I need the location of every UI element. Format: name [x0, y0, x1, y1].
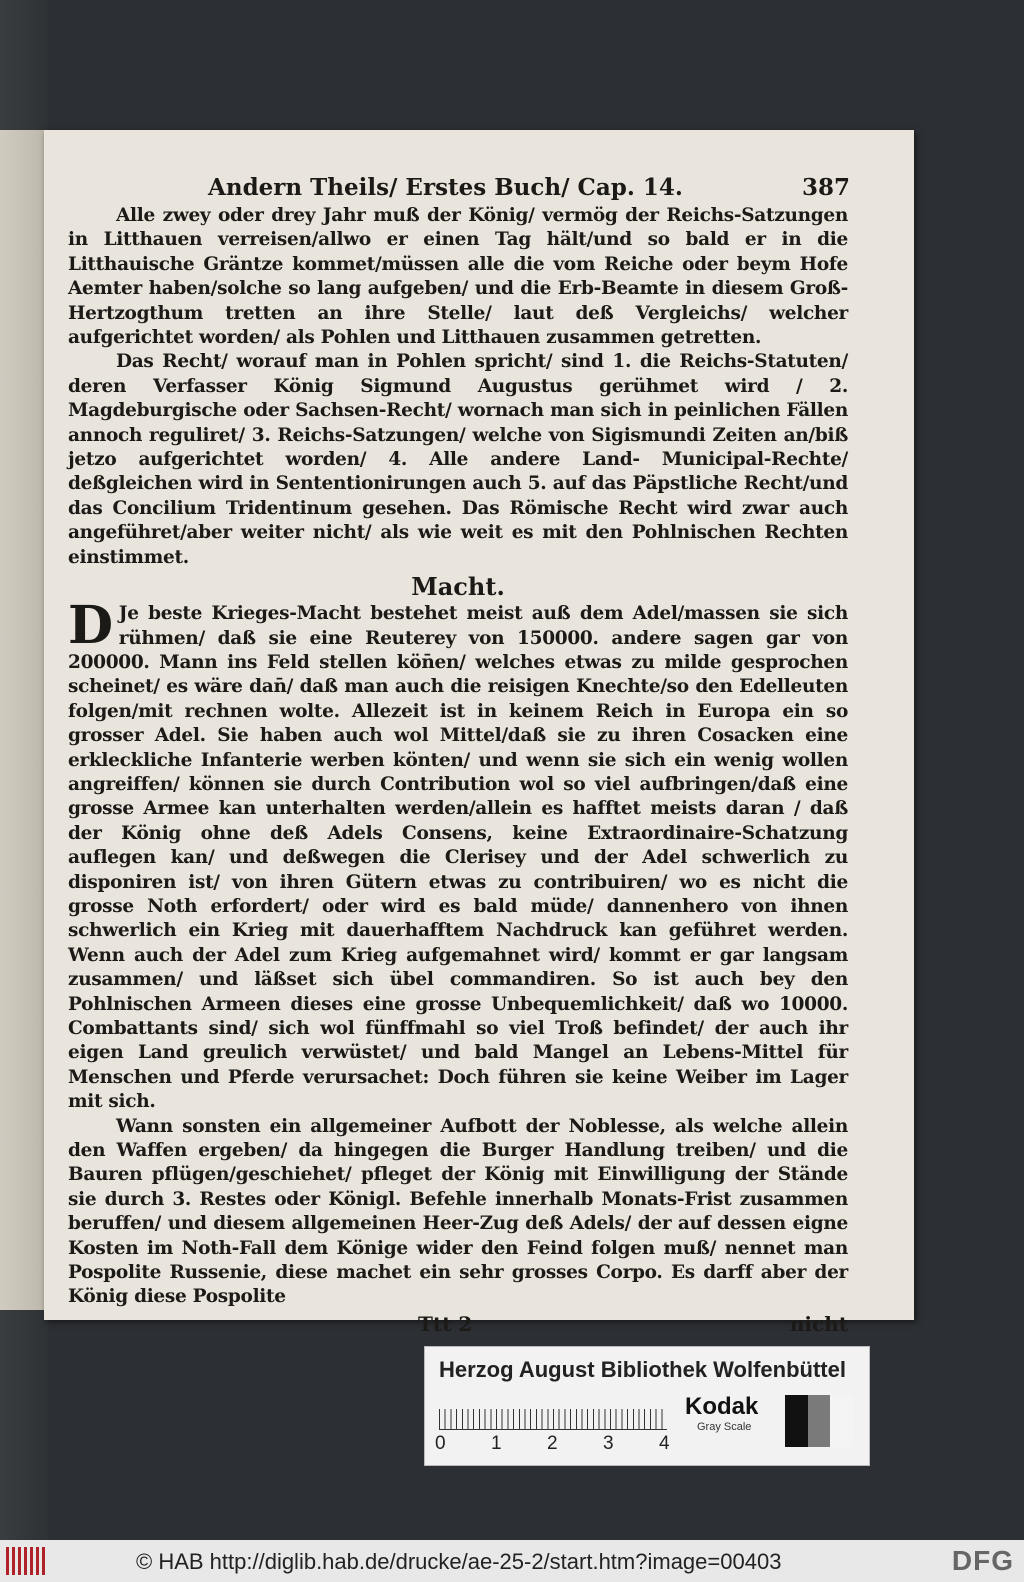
gray-swatch [830, 1395, 853, 1447]
page-number: 387 [801, 174, 850, 201]
ruler-number: 3 [603, 1433, 614, 1454]
color-calibration-card [424, 1346, 870, 1466]
scale-ruler [439, 1399, 667, 1430]
kodak-logo: Kodak [685, 1393, 759, 1420]
gray-swatches [785, 1395, 853, 1447]
section-heading: Macht. [411, 572, 505, 602]
page-footer-line [68, 1312, 848, 1340]
page-content [68, 170, 848, 1340]
signature-mark: Ttt 2 [418, 1311, 473, 1336]
gray-swatch [785, 1395, 808, 1447]
gray-scale-label: Gray Scale [697, 1421, 752, 1433]
ruler-number: 4 [659, 1433, 670, 1454]
paragraph: Alle zwey oder drey Jahr muß der König/ vermög der Reichs-Satzungen in Litthauen verreisen/allwo er einen Tag hält/und so bald er in die Litthauische Gräntze kommet/müssen alle die vom Reiche oder beym Hofe Aemter haben/solche so lang aufgeben/ und die Erb-Beamte in diesem Groß-Hertzogthum tretten an ihre Stelle/ laut deß Vergleichs/ welcher aufgerichtet worden/ als Pohlen und Litthauen zusammen getretten. [68, 205, 848, 349]
copyright-link[interactable]: © HAB http://diglib.hab.de/drucke/ae-25-2/start.htm?image=00403 [136, 1549, 782, 1574]
book-page [44, 130, 914, 1336]
body-text [68, 204, 848, 1310]
library-name: Herzog August Bibliothek Wolfenbüttel [439, 1357, 846, 1382]
running-head [68, 170, 848, 204]
drop-cap: D [68, 595, 113, 657]
running-head-title: Andern Theils/ Erstes Buch/ Cap. 14. [208, 174, 683, 201]
adjacent-page-edge [0, 130, 48, 1310]
ruler-number: 1 [491, 1433, 502, 1454]
dfg-logo: DFG [951, 1545, 1014, 1576]
ruler-number: 2 [547, 1433, 558, 1454]
hab-logo-icon [6, 1547, 46, 1575]
gray-swatch [808, 1395, 831, 1447]
catchword: nicht [789, 1311, 848, 1336]
paragraph: Das Recht/ worauf man in Pohlen spricht/ sind 1. die Reichs-Statuten/ deren Verfasser König Sigmund Augustus gerühmet wird / 2. Magdeburgische oder Sachsen-Recht/ wornach man sich in peinlichen Fällen annoch reguliret/ 3. Reichs-Satzungen/ welche von Sigismundi Zeiten an/biß jetzo aufgerichtet worden/ 4. Alle andere Land- Municipal-Rechte/ deßgleichen wird in Sententionirungen auch 5. auf das Päpstliche Recht/und das Concilium Tridentinum gesehen. Das Römische Recht wird zwar auch angeführet/aber weiter nicht/ als wie weit es mit den Pohlnischen Rechten einstimmet. [68, 351, 848, 568]
paragraph-text: Je beste Krieges-Macht bestehet meist auß dem Adel/massen sie sich rühmen/ daß sie eine Reuterey von 150000. andere sagen gar von 200000. Mann ins Feld stellen kön̄en/ welches etwas zu milde gesprochen scheinet/ es wäre dan̄/ daß man auch die reisigen Knechte/so den Edelleuten folgen/mit rechnen wolte. Allezeit ist in keinem Reich in Europa ein so grosser Adel. Sie haben auch wol Mittel/daß sie zu ihren Cosacken eine erkleckliche Infanterie werben könten/ und wenn sie sich ein wenig wollen angreiffen/ können sie durch Contribution wol so viel aufbringen/daß eine grosse Armee kan unterhalten werden/allein es hafftet meists daran / daß der König ohne deß Adels Consens, keine Extraordinaire-Schatzung auflegen kan/ und deßwegen die Clerisey und der Adel schwerlich zu disponiren ist/ von ihren Gütern etwas zu contribuiren/ wo es nicht die grosse Noth erfordert/ oder wird es bald müde/ dannenhero von ihnen schwerlich ein Krieg mit dauerhafftem Nachdruck kan geführet werden. Wenn auch der Adel zum Krieg aufgemahnet wird/ kommt er gar langsam zusammen/ und läßset sich übel commandiren. So ist auch bey den Pohlnischen Armeen dieses eine grosse Unbequemlichkeit/ daß wo 10000. Combattants sind/ sich wol fünffmahl so viel Troß befindet/ der auch ihr eigen Land greulich verwüstet/ und bald Mangel an Lebens-Mittel für Menschen und Pferde verursachet: Doch führen sie keine Weiber im Lager mit sich. [68, 603, 848, 1113]
paragraph [68, 595, 848, 1115]
paragraph: Wann sonsten ein allgemeiner Aufbott der Noblesse, als welche allein den Waffen ergeben/ da hingegen die Burger Handlung treiben/ und die Bauren pflügen/geschiehet/ pfleget der König mit Einwilligung der Stände sie durch 3. Restes oder Königl. Befehle innerhalb Monats-Frist zusammen beruffen/ und diesem allgemeinen Heer-Zug deß Adels/ der auf dessen eigne Kosten im Noth-Fall dem Könige wider den Feind folgen muß/ nennet man Pospolite Russenie, diese machet ein sehr grosses Corpo. Es darff aber der König diese Pospolite [68, 1115, 848, 1308]
ruler-number: 0 [435, 1433, 446, 1454]
viewer-footer [0, 1540, 1024, 1582]
